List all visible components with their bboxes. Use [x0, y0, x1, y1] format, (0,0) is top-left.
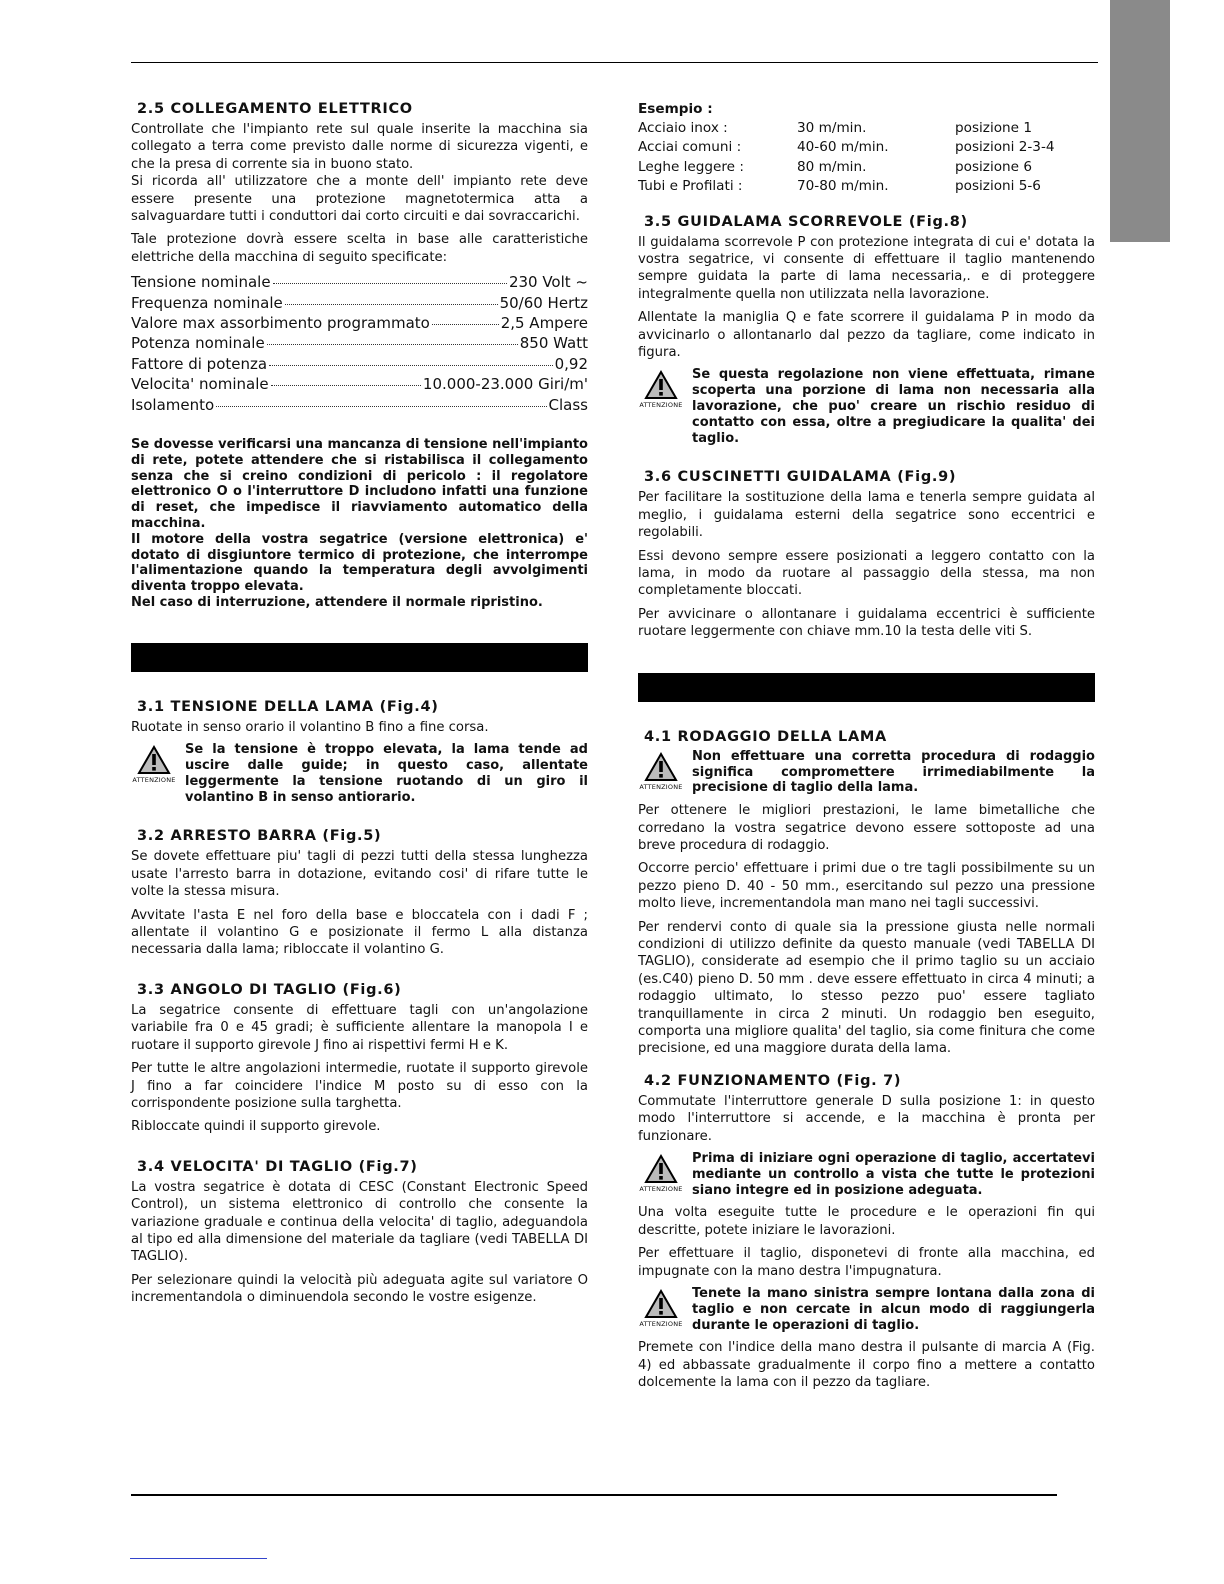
speed: 40-60 m/min. — [797, 139, 889, 156]
example-row — [638, 119, 1095, 138]
example-row — [638, 177, 1095, 196]
position: posizione 6 — [955, 158, 1032, 175]
paragraph: Ribloccate quindi il supporto girevole. — [131, 1119, 381, 1135]
spec-row — [131, 313, 588, 333]
paragraph: Tale protezione dovrà essere scelta in base alle caratteristiche elettriche della macchina di seguito specificate: — [131, 232, 588, 265]
section-title-3-3: 3.3 ANGOLO DI TAGLIO (Fig.6) — [137, 981, 402, 998]
paragraph: Allentate la maniglia Q e fate scorrere il guidalama P in modo da avvicinarlo o allontanarlo dal pezzo da tagliare, come indicato in figura. — [638, 310, 1095, 361]
paragraph: Per facilitare la sostituzione della lama e tenerla sempre guidata al meglio, i guidalama esterni della segatrice sono eccentrici e regolabili. — [638, 490, 1095, 541]
example-row — [638, 138, 1095, 157]
paragraph: Ruotate in senso orario il volantino B fino a fine corsa. — [131, 719, 489, 735]
spec-row — [131, 272, 588, 292]
spec-label: Tensione nominale — [131, 273, 271, 292]
bottom-rule — [131, 1494, 1057, 1496]
speed: 30 m/min. — [797, 120, 867, 136]
warning-text: Se la tensione è troppo elevata, la lama tende ad uscire dalle guide; in questo caso, allentate leggermente la tensione ruotando di un giro il volantino B in senso antiorario. — [185, 742, 588, 805]
warning-icon — [131, 742, 177, 805]
material: Acciaio inox : — [638, 120, 728, 136]
left-column — [131, 100, 588, 1313]
spec-value: 230 Volt ~ — [508, 273, 588, 292]
spec-row — [131, 395, 588, 415]
paragraph: Per tutte le altre angolazioni intermedie, ruotate il supporto girevole J fino a far coincidere l'indice M posto su di esso con la corrispondente posizione sulla targhetta. — [131, 1061, 588, 1111]
warning-block — [638, 749, 1095, 796]
warning-text: Prima di iniziare ogni operazione di taglio, accertatevi mediante un controllo a vista che tutte le protezioni siano integre ed in posizione adeguata. — [692, 1151, 1095, 1198]
paragraph: Avvitate l'asta E nel foro della base e bloccatela con i dadi F ; allentate il volantino G e posizionate il fermo L alla distanza necessaria dalla lama; ribloccate il volantino G. — [131, 907, 588, 958]
spec-value: 2,5 Ampere — [500, 314, 588, 333]
paragraph: Premete con l'indice della mano destra il pulsante di marcia A (Fig. 4) ed abbassate gradualmente il corpo fino a mettere a contatto dolcemente la lama con il pezzo da tagliare. — [638, 1340, 1095, 1391]
warning-caption: ATTENZIONE — [639, 1320, 683, 1329]
chapter-header-bar — [131, 643, 588, 672]
paragraph: Occorre percio' effettuare i primi due o tre tagli possibilmente su un pezzo pieno D. 40 - 50 mm., esercitando sul pezzo una pressione molto lieve, incrementandola man mano nei tagli successivi. — [638, 861, 1095, 912]
section-title-4-2: 4.2 FUNZIONAMENTO (Fig. 7) — [644, 1072, 902, 1089]
material: Tubi e Profilati : — [638, 178, 743, 195]
spec-label: Isolamento — [131, 395, 215, 414]
spec-value: Class — [548, 395, 588, 414]
spec-row — [131, 354, 588, 374]
section-title-3-5: 3.5 GUIDALAMA SCORREVOLE (Fig.8) — [644, 213, 968, 230]
paragraph: La vostra segatrice è dotata di CESC (Constant Electronic Speed Control), un sistema elettronico di controllo che consente la variazione graduale e continua della velocita' di taglio, adeguandola al tipo ed alla dimensione del materiale da tagliare (vedi TABELLA DI TAGLIO). — [131, 1179, 588, 1265]
warning-caption: ATTENZIONE — [639, 401, 683, 410]
section-title-3-2: 3.2 ARRESTO BARRA (Fig.5) — [137, 828, 382, 845]
speed: 80 m/min. — [797, 158, 867, 175]
position: posizione 1 — [955, 120, 1032, 136]
spec-label: Valore max assorbimento programmato — [131, 314, 430, 333]
speed: 70-80 m/min. — [797, 178, 889, 195]
spec-row — [131, 374, 588, 394]
paragraph: Se dovete effettuare piu' tagli di pezzi tutti della stessa lunghezza usate l'arresto barra in dotazione, evitando cosi' di rifare tutte le volte la stessa misura. — [131, 849, 588, 900]
right-column — [638, 100, 1095, 1398]
spec-label: Frequenza nominale — [131, 293, 283, 312]
paragraph: Per ottenere le migliori prestazioni, le lame bimetalliche che corredano la vostra segatrice devono essere sottoposte ad una breve procedura di rodaggio. — [638, 803, 1095, 853]
paragraph: Per effettuare il taglio, disponetevi di fronte alla macchina, ed impugnate con la mano destra l'impugnatura. — [638, 1246, 1095, 1279]
warning-caption: ATTENZIONE — [639, 1185, 683, 1193]
warning-text: Tenete la mano sinistra sempre lontana dalla zona di taglio e non cercate in alcun modo di raggiungerla durante le operazioni di taglio. — [692, 1286, 1095, 1333]
section-title-3-1: 3.1 TENSIONE DELLA LAMA (Fig.4) — [137, 698, 439, 715]
spec-label: Potenza nominale — [131, 334, 265, 353]
electrical-specs-table — [131, 272, 588, 415]
example-table — [638, 119, 1095, 197]
material: Acciai comuni : — [638, 139, 742, 156]
paragraph: La segatrice consente di effettuare tagli con un'angolazione variabile fra 0 e 45 gradi; è sufficiente allentare la manopola I e ruotare il supporto girevole J fino ai rispettivi fermi H e K. — [131, 1002, 588, 1053]
spec-value: 10.000-23.000 Giri/m' — [422, 375, 588, 394]
warning-block — [638, 1286, 1095, 1333]
paragraph: Una volta eseguite tutte le procedure e le operazioni fin qui descritte, potete iniziare le lavorazioni. — [638, 1205, 1095, 1238]
section-title-4-1: 4.1 RODAGGIO DELLA LAMA — [644, 728, 887, 745]
section-title-3-6: 3.6 CUSCINETTI GUIDALAMA (Fig.9) — [644, 469, 957, 486]
position: posizioni 5-6 — [955, 178, 1041, 195]
chapter-header-bar — [638, 673, 1095, 702]
warning-text: Se questa regolazione non viene effettuata, rimane scoperta una porzione di lama non necessaria alla lavorazione, che puo' creare un rischio residuo di contatto con essa, oltre a pregiudicare la qualita' dei taglio. — [692, 367, 1095, 446]
footnote-link-line — [130, 1558, 267, 1559]
section-tab-marker — [1110, 0, 1170, 242]
paragraph: Commutate l'interruttore generale D sulla posizione 1: in questo modo l'interruttore si accende, e la macchina è pronta per funzionare. — [638, 1093, 1095, 1144]
warning-icon — [638, 1286, 684, 1333]
spec-row — [131, 293, 588, 313]
spec-label: Fattore di potenza — [131, 354, 268, 373]
warning-text: Non effettuare una corretta procedura di rodaggio significa compromettere irrimediabilmente la precisione di taglio della lama. — [692, 748, 1095, 796]
section-title-2-5: 2.5 COLLEGAMENTO ELETTRICO — [137, 101, 413, 117]
spec-value: 850 Watt — [519, 334, 588, 353]
warning-block — [638, 1151, 1095, 1198]
paragraph: Controllate che l'impianto rete sul quale inserite la macchina sia collegato a terra come previsto dalle norme di sicurezza vigenti, e che la presa di corrente sia in buono stato. Si ricorda all' utilizzatore che a monte dell' impianto rete deve essere presente una protezione magnetotermica atta a salvaguardare tutti i conduttori dai corto circuiti e dai sovraccarichi. — [131, 122, 588, 225]
spec-label: Velocita' nominale — [131, 375, 269, 394]
power-failure-note: Se dovesse verificarsi una mancanza di tensione nell'impianto di rete, potete attendere che si ristabilisca il collegamento senza che si creino condizioni di pericolo : il regolatore elettronico O o l'interruttore D includono infatti una funzione di reset, che impedisce il riavviamento automatico della macchina. Il motore della vostra segatrice (versione elettronica) e' dotato di disgiuntore termico di protezione, che interrompe l'alimentazione quando la temperatura degli avvolgimenti diventa troppo elevata. Nel caso di interruzione, attendere il normale ripristino. — [131, 437, 588, 611]
warning-caption: ATTENZIONE — [639, 782, 683, 791]
warning-icon — [638, 749, 684, 796]
warning-block — [131, 742, 588, 805]
spec-row — [131, 333, 588, 353]
spec-value: 0,92 — [554, 354, 588, 373]
paragraph: Per avvicinare o allontanare i guidalama eccentrici è sufficiente ruotare leggermente con chiave mm.10 la testa delle viti S. — [638, 606, 1095, 640]
material: Leghe leggere : — [638, 158, 744, 175]
paragraph: Per selezionare quindi la velocità più adeguata agite sul variatore O incrementandola o diminuendola secondo le vostre esigenze. — [131, 1272, 588, 1306]
warning-icon — [638, 367, 684, 446]
warning-caption: ATTENZIONE — [132, 776, 176, 785]
section-title-3-4: 3.4 VELOCITA' DI TAGLIO (Fig.7) — [137, 1158, 418, 1175]
paragraph: Il guidalama scorrevole P con protezione integrata di cui e' dotata la vostra segatrice, vi consente di effettuare il taglio mantenendo sempre guidata la parte di lama necessaria,. e di proteggere integralmente quella non utilizzata nella lavorazione. — [638, 234, 1095, 302]
warning-icon — [638, 1151, 684, 1198]
top-rule — [131, 62, 1098, 63]
example-row — [638, 158, 1095, 177]
spec-value: 50/60 Hertz — [499, 293, 588, 312]
paragraph: Per rendervi conto di quale sia la pressione giusta nelle normali condizioni di utilizzo definite da questo manuale (vedi TABELLA DI TAGLIO), considerate ad esempio che il primo taglio su un acciaio (es.C40) pieno D. 50 mm . deve essere effettuato in circa 4 minuti; a rodaggio ultimato, lo stesso pezzo puo' essere tagliato tranquillamente in circa 2 minuti. Un rodaggio ben eseguito, comporta una migliore qualita' del taglio, sia come finitura che come precisione, ed una maggiore durata della lama. — [638, 919, 1095, 1057]
warning-block — [638, 367, 1095, 446]
example-title: Esempio : — [638, 101, 713, 117]
position: posizioni 2-3-4 — [955, 139, 1055, 156]
paragraph: Essi devono sempre essere posizionati a leggero contatto con la lama, in modo da ruotare al passaggio della stessa, ma non completamente bloccati. — [638, 548, 1095, 599]
